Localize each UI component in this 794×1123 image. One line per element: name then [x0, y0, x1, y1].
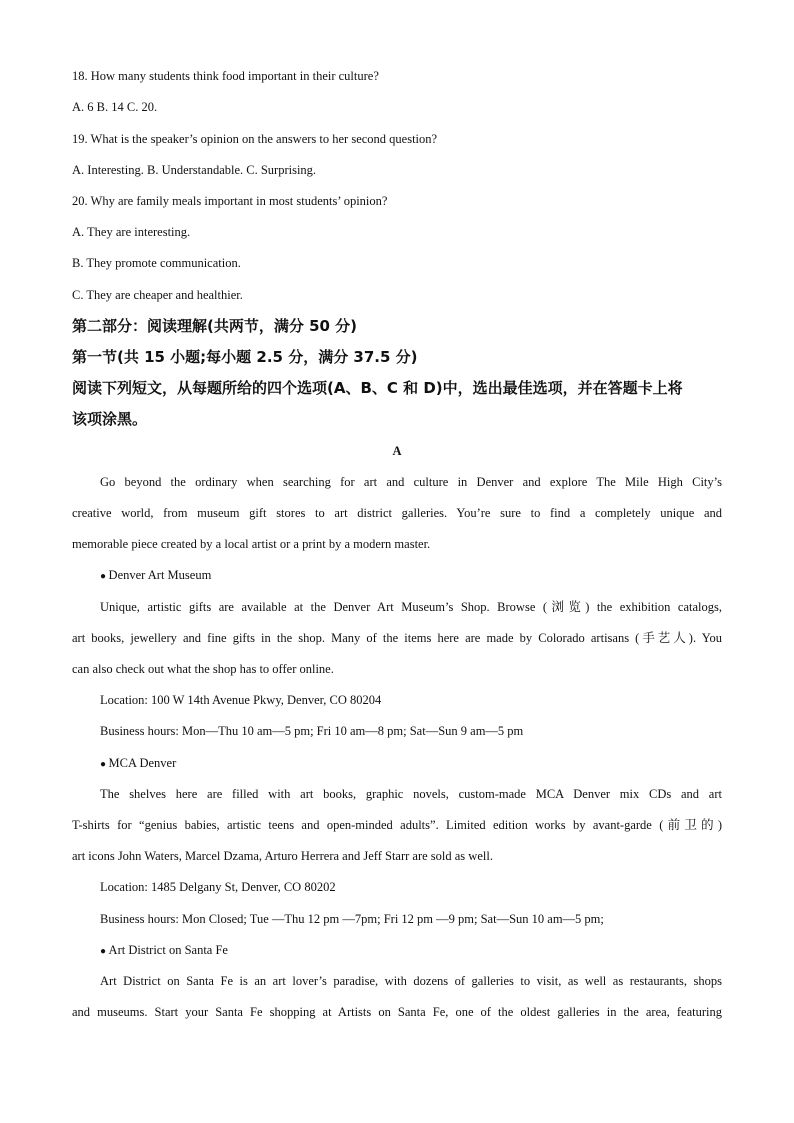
passage-label: A	[392, 444, 402, 458]
venue-2-hours: Business hours: Mon Closed; Tue —Thu 12 pm —7pm; Fri 12 pm —9 pm; Sat—Sun 10 am—5 pm;	[100, 912, 604, 926]
venue-1-desc-line-2: art books, jewellery and fine gifts in the shop. Many of the items here are made by Colorado artisans (手艺人). You	[72, 631, 722, 645]
intro-line-2: creative world, from museum gift stores to art district galleries. You’re sure to find a completely unique and	[72, 506, 722, 520]
question-20-option-c: C. They are cheaper and healthier.	[72, 288, 243, 302]
question-20-option-b: B. They promote communication.	[72, 256, 241, 270]
question-20-stem: 20. Why are family meals important in most students’ opinion?	[72, 194, 388, 208]
question-20-option-a: A. They are interesting.	[72, 225, 191, 239]
part-title: 第二部分：阅读理解(共两节，满分 50 分)	[72, 317, 358, 335]
intro-line-3: memorable piece created by a local artist or a print by a modern master.	[72, 537, 431, 551]
intro-line-1: Go beyond the ordinary when searching for art and culture in Denver and explore The Mile High City’s	[100, 475, 722, 489]
venue-3-heading: ● Art District on Santa Fe	[100, 942, 722, 960]
section-instruction-line-2: 该项涂黑。	[72, 410, 148, 428]
question-18-stem: 18. How many students think food important in their culture?	[72, 69, 379, 83]
venue-1-desc-line-1: Unique, artistic gifts are available at the Denver Art Museum’s Shop. Browse (浏览) the exhibition catalogs,	[100, 600, 722, 614]
question-18-options: A. 6 B. 14 C. 20.	[72, 100, 158, 114]
venue-3-desc-line-1: Art District on Santa Fe is an art lover’s paradise, with dozens of galleries to visit, as well as restaurants, shops	[100, 974, 722, 988]
section-subtitle: 第一节(共 15 小题;每小题 2.5 分，满分 37.5 分)	[72, 348, 418, 366]
venue-2-desc-line-3: art icons John Waters, Marcel Dzama, Arturo Herrera and Jeff Starr are sold as well.	[72, 849, 493, 863]
question-19-stem: 19. What is the speaker’s opinion on the answers to her second question?	[72, 132, 438, 146]
venue-2-desc-line-2: T-shirts for “genius babies, artistic teens and open-minded adults”. Limited edition works by avant-garde (前卫的)	[72, 818, 722, 832]
venue-2-location: Location: 1485 Delgany St, Denver, CO 80202	[100, 880, 336, 894]
question-19-options: A. Interesting. B. Understandable. C. Surprising.	[72, 163, 317, 177]
section-instruction-line-1: 阅读下列短文，从每题所给的四个选项(A、B、C 和 D)中，选出最佳选项，并在答题卡上将	[72, 379, 683, 397]
venue-1-hours: Business hours: Mon—Thu 10 am—5 pm; Fri 10 am—8 pm; Sat—Sun 9 am—5 pm	[100, 724, 524, 738]
venue-2-desc-line-1: The shelves here are filled with art books, graphic novels, custom-made MCA Denver mix CDs and art	[100, 787, 722, 801]
venue-3-desc-line-2: and museums. Start your Santa Fe shopping at Artists on Santa Fe, one of the oldest galleries in the area, featuring	[72, 1005, 722, 1019]
venue-1-desc-line-3: can also check out what the shop has to offer online.	[72, 662, 334, 676]
venue-1-location: Location: 100 W 14th Avenue Pkwy, Denver, CO 80204	[100, 693, 382, 707]
venue-1-heading: ● Denver Art Museum	[100, 567, 722, 585]
venue-2-heading: ● MCA Denver	[100, 755, 722, 773]
